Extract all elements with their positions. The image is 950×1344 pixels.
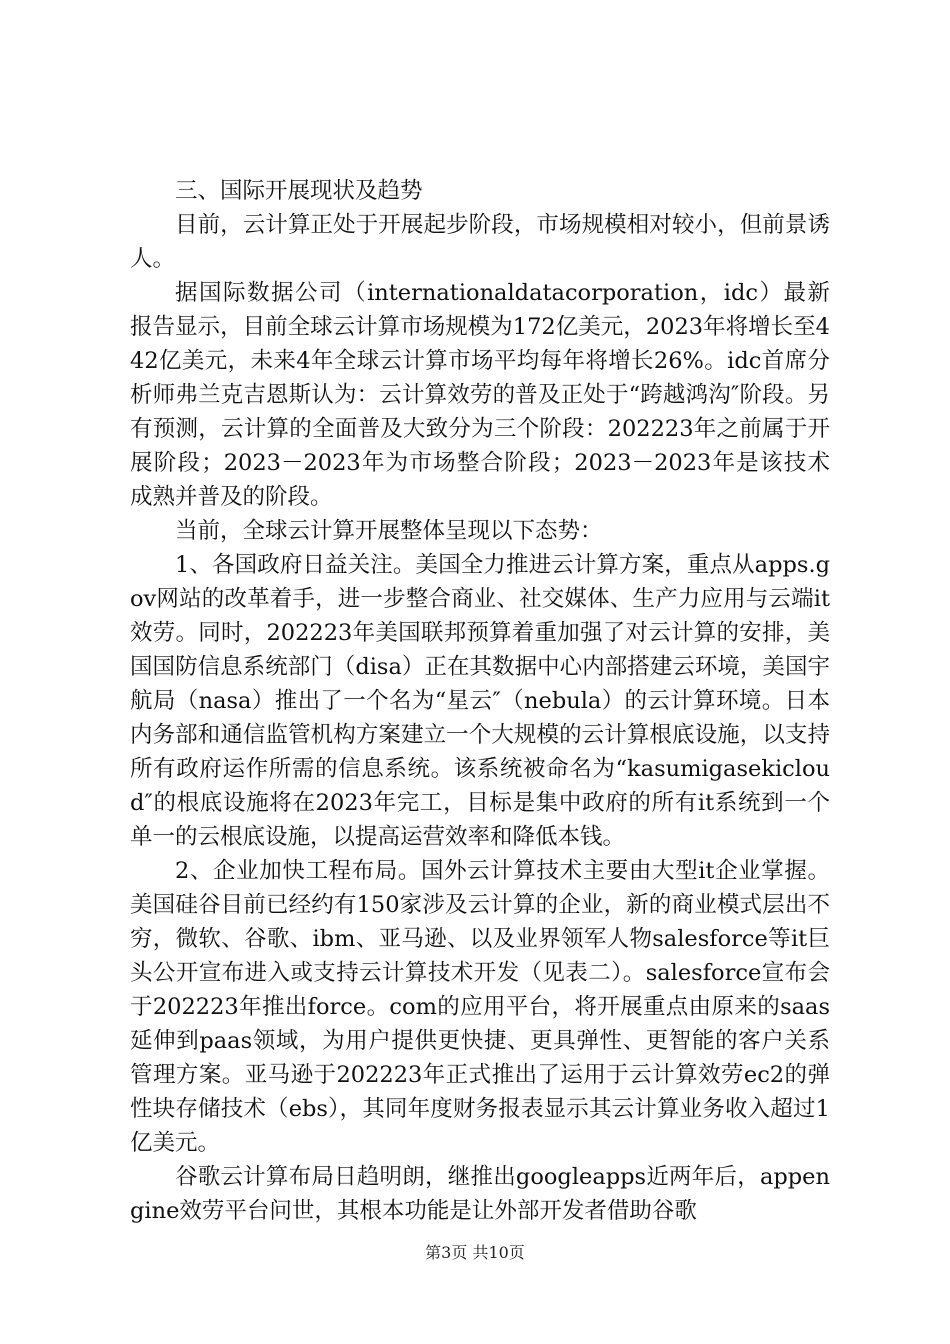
paragraph-google: 谷歌云计算布局日趋明朗，继推出googleapps近两年后，appengine效劳平台问世，其根本功能是让外部开发者借助谷歌 [130, 1164, 830, 1224]
document-body [130, 174, 830, 1228]
paragraph-enterprises: 2、企业加快工程布局。国外云计算技术主要由大型it企业掌握。美国硅谷目前已经约有150家涉及云计算的企业，新的商业模式层出不穷，微软、谷歌、ibm、亚马逊、以及业界领军人物salesforce等it巨头公开宣布进入或支持云计算技术开发（见表二）。salesforce宣布会于202223年推出force。com的应用平台，将开展重点由原来的saas延伸到paas领域，为用户提供更快捷、更具弹性、更智能的客户关系管理方案。亚马逊于202223年正式推出了运用于云计算效劳ec2的弹性块存储技术（ebs），其同年度财务报表显示其云计算业务收入超过1亿美元。 [130, 858, 830, 1156]
paragraph-trends-lead: 当前，全球云计算开展整体呈现以下态势： [175, 518, 603, 544]
paragraph-intro: 目前，云计算正处于开展起步阶段，市场规模相对较小，但前景诱人。 [130, 212, 830, 272]
paragraph-governments: 1、各国政府日益关注。美国全力推进云计算方案，重点从apps.gov网站的改革着手，进一步整合商业、社交媒体、生产力应用与云端it效劳。同时，202223年美国联邦预算着重加强了对云计算的安排，美国国防信息系统部门（disa）正在其数据中心内部搭建云环境，美国宇航局（nasa）推出了一个名为“星云″（nebula）的云计算环境。日本内务部和通信监管机构方案建立一个大规模的云计算根底设施，以支持所有政府运作所需的信息系统。该系统被命名为“kasumigasekicloud″的根底设施将在2023年完工，目标是集中政府的所有it系统到一个单一的云根底设施，以提高运营效率和降低本钱。 [130, 552, 830, 850]
paragraph-idc-report: 据国际数据公司（internationaldatacorporation，idc）最新报告显示，目前全球云计算市场规模为172亿美元，2023年将增长至442亿美元，未来4年全球云计算市场平均每年将增长26%。idc首席分析师弗兰克吉恩斯认为：云计算效劳的普及正处于“跨越鸿沟″阶段。另有预测，云计算的全面普及大致分为三个阶段：202223年之前属于开展阶段；2023－2023年为市场整合阶段；2023－2023年是该技术成熟并普及的阶段。 [130, 280, 830, 510]
section-heading: 三、国际开展现状及趋势 [175, 178, 423, 204]
page-number-footer: 第3页 共10页 [425, 1243, 525, 1262]
